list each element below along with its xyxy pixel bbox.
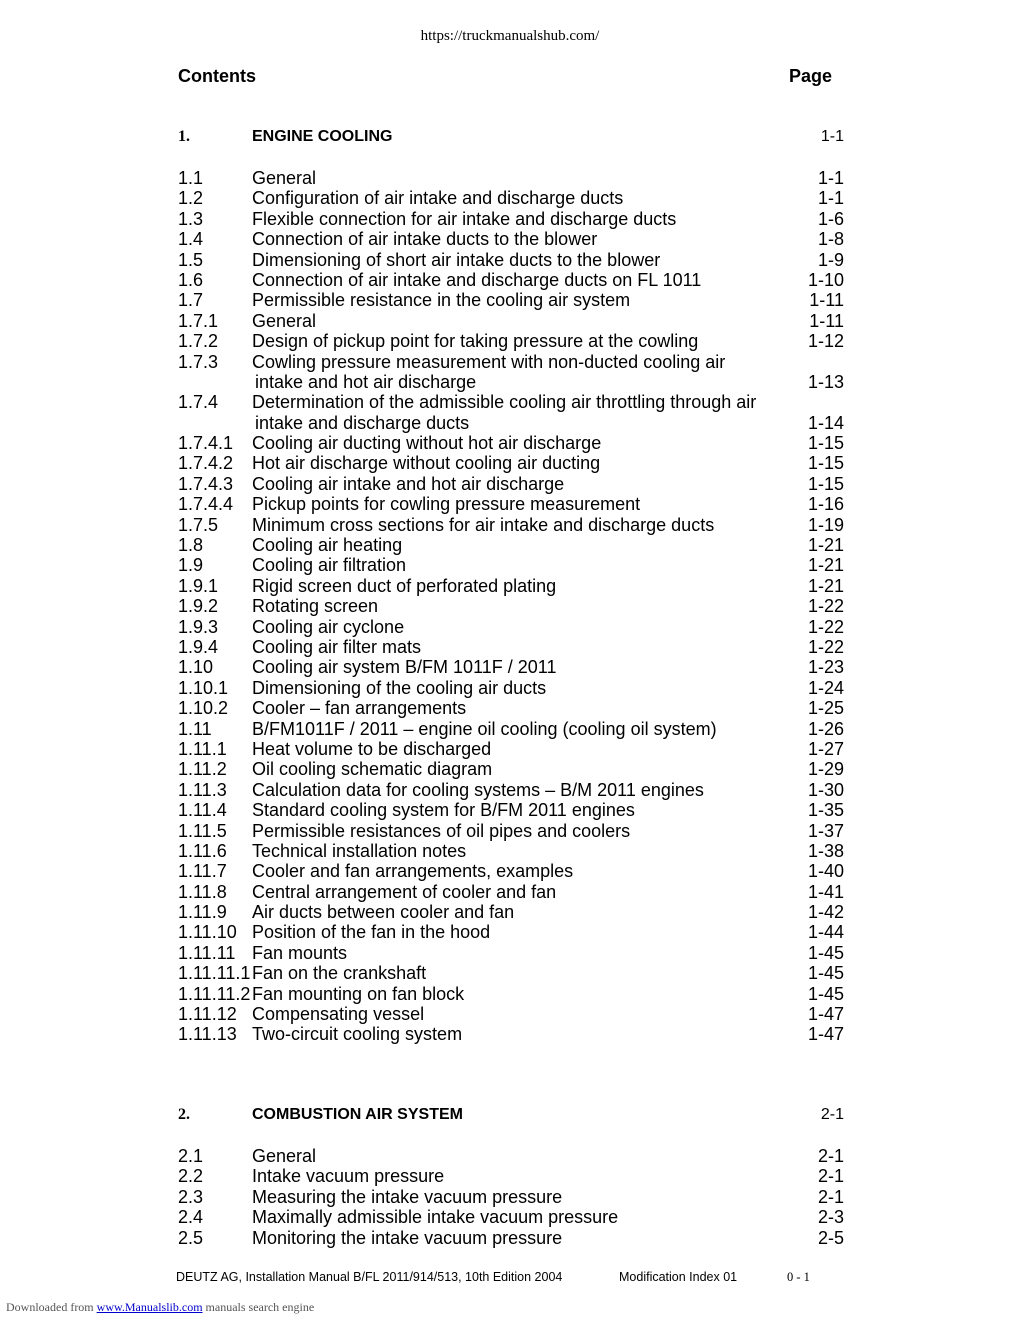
toc-entry-title: Cooling air system B/FM 1011F / 2011 [252,657,557,678]
toc-entry-title: Intake vacuum pressure [252,1166,445,1187]
toc-entry [178,596,844,616]
toc-entry-number: 1.7.2 [178,331,219,352]
section-heading-2 [178,1106,844,1128]
toc-entry-title: Heat volume to be discharged [252,738,492,759]
toc-entry-number: 1.10 [178,657,214,678]
toc-entry-page: 1-22 [807,596,844,617]
toc-entry-title: Monitoring the intake vacuum pressure [252,1227,563,1248]
toc-entry-title: Dimensioning of the cooling air ducts [252,677,547,698]
toc-entry-number: 1.11.2 [178,759,227,780]
toc-entry-page: 2-1 [817,1186,844,1207]
toc-entry [178,290,844,310]
toc-entry [178,657,844,677]
toc-list-section-2 [178,1146,844,1248]
toc-entry-page: 1-21 [807,535,844,556]
toc-entry [178,576,844,596]
toc-entry-number: 1.11.3 [178,779,227,800]
download-prefix: Downloaded from [6,1300,94,1314]
toc-entry-title: Technical installation notes [252,840,467,861]
toc-entry [178,331,844,351]
toc-entry-title: Compensating vessel [252,1004,425,1025]
toc-entry-number: 1.1 [178,168,204,188]
toc-entry-title: Cooling air cyclone [252,616,405,637]
toc-entry-title: Hot air discharge without cooling air ducting [252,453,601,474]
page-column-title: Page [789,66,833,86]
toc-entry-page: 1-45 [807,942,844,963]
toc-entry-page: 1-45 [807,963,844,984]
toc-entry-number: 1.4 [178,229,204,250]
toc-entry [178,168,844,188]
toc-entry-title: Maximally admissible intake vacuum pressure [252,1207,619,1228]
toc-entry-number: 1.6 [178,269,204,290]
toc-entry-number: 2.2 [178,1166,204,1187]
toc-entry-number: 1.7.4.2 [178,453,234,474]
toc-entry-page: 1-45 [807,983,844,1004]
toc-entry [178,1187,844,1207]
header-url: https://truckmanualshub.com/ [420,28,600,44]
section-page: 2-1 [820,1106,844,1123]
section-page: 1-1 [820,128,844,145]
toc-entry [178,698,844,718]
toc-entry-number: 1.10.1 [178,677,229,698]
toc-entry-number: 1.7.5 [178,514,219,535]
toc-entry-page: 1-15 [807,453,844,474]
toc-entry-page: 1-44 [807,922,844,943]
toc-entry-number: 1.10.2 [178,698,229,719]
toc-entry-page: 2-1 [817,1146,844,1166]
toc-entry-page: 1-9 [817,249,844,270]
toc-entry-title: General [252,310,317,331]
toc-entry-number: 1.11.9 [178,902,227,923]
toc-entry-page: 1-8 [817,229,844,250]
toc-entry-title-continued: intake and hot air discharge [255,371,477,392]
toc-entry-number: 1.7.4.4 [178,494,234,515]
toc-entry-title: Cooling air filtration [252,555,407,576]
toc-entry-number: 1.11 [178,718,212,739]
toc-entry-number: 1.11.7 [178,861,227,882]
toc-entry-title: Two-circuit cooling system [252,1024,463,1045]
toc-entry-number: 1.9 [178,555,204,576]
toc-entry [178,433,844,453]
toc-entry [178,861,844,881]
toc-entry-page: 2-1 [817,1166,844,1187]
toc-entry-number: 1.11.13 [178,1024,237,1045]
toc-entry-title: Fan mounts [252,942,348,963]
toc-entry [178,311,844,331]
toc-entry [178,229,844,249]
toc-entry [178,780,844,800]
toc-entry [178,943,844,963]
page-footer [176,1270,856,1286]
toc-entry-title: Minimum cross sections for air intake and discharge ducts [252,514,715,535]
toc-entry [178,963,844,983]
toc-entry-number: 1.7.3 [178,351,219,372]
toc-entry-title: Determination of the admissible cooling air throttling through air [252,392,757,413]
toc-entry-number: 1.3 [178,208,204,229]
toc-entry [178,555,844,575]
toc-entry [178,841,844,861]
toc-entry-title: Connection of air intake ducts to the blower [252,229,598,250]
toc-entry-title: Dimensioning of short air intake ducts to the blower [252,249,661,270]
toc-entry-title: Cooling air heating [252,535,403,556]
toc-entry-number: 2.1 [178,1146,204,1166]
toc-entry-number: 1.9.3 [178,616,219,637]
toc-entry [178,739,844,759]
toc-entry-number: 1.11.11 [178,942,236,963]
toc-entry-title: Cooling air filter mats [252,636,422,657]
footer-document-info: DEUTZ AG, Installation Manual B/FL 2011/914/513, 10th Edition 2004 [176,1270,563,1284]
contents-title: Contents [178,66,256,86]
toc-entry [178,250,844,270]
toc-entry-page: 1-40 [807,861,844,882]
toc-entry-title: Calculation data for cooling systems – B/M 2011 engines [252,779,704,800]
toc-entry [178,1004,844,1024]
toc-list-section-1 [178,168,844,1045]
toc-entry-page: 1-35 [807,800,844,821]
toc-entry-page: 1-24 [807,677,844,698]
toc-entry [178,474,844,494]
toc-entry-page: 1-16 [807,494,844,515]
toc-entry [178,372,844,392]
toc-entry [178,678,844,698]
toc-entry [178,270,844,290]
toc-entry-page: 1-15 [807,473,844,494]
section-number: 1. [178,128,190,145]
toc-entry-page: 1-10 [807,269,844,290]
toc-entry [178,984,844,1004]
toc-entry-title-continued: intake and discharge ducts [255,412,470,433]
toc-entry-number: 2.4 [178,1207,204,1228]
toc-entry-page: 1-15 [807,433,844,454]
toc-entry [178,188,844,208]
toc-entry-page: 2-3 [817,1207,844,1228]
toc-entry-page: 1-30 [807,779,844,800]
toc-entry-page: 1-29 [807,759,844,780]
toc-entry-title: Central arrangement of cooler and fan [252,881,557,902]
toc-entry-title: Pickup points for cowling pressure measurement [252,494,641,515]
toc-entry-page: 1-41 [807,881,844,902]
toc-entry-page: 1-21 [807,575,844,596]
section-heading-1 [178,128,844,150]
toc-entry [178,902,844,922]
toc-entry-page: 1-19 [807,514,844,535]
section-number: 2. [178,1106,190,1123]
toc-entry [178,882,844,902]
toc-entry-title: Oil cooling schematic diagram [252,759,493,780]
toc-entry [178,515,844,535]
toc-entry [178,719,844,739]
toc-entry-number: 1.11.6 [178,840,227,861]
toc-entry-page: 1-6 [817,208,844,229]
toc-entry-title: Position of the fan in the hood [252,922,491,943]
toc-entry-title: Cooler – fan arrangements [252,698,467,719]
toc-entry-number: 1.11.5 [178,820,227,841]
toc-entry-number: 2.3 [178,1186,204,1207]
toc-entry-number: 1.11.8 [178,881,227,902]
toc-entry-title: Permissible resistance in the cooling air system [252,290,631,311]
toc-entry [178,494,844,514]
toc-entry-title: Configuration of air intake and discharge ducts [252,188,624,209]
toc-entry [178,392,844,412]
manualslib-link[interactable]: www.Manualslib.com [96,1300,203,1314]
toc-entry-title: General [252,168,317,188]
toc-entry-number: 1.8 [178,535,204,556]
toc-entry-title: Cooling air intake and hot air discharge [252,473,565,494]
toc-entry [178,759,844,779]
toc-entry-page: 1-42 [807,902,844,923]
toc-entry [178,1207,844,1227]
toc-entry-number: 1.11.11.2 [178,983,251,1004]
toc-entry-title: General [252,1146,317,1166]
toc-entry-page: 2-5 [817,1227,844,1248]
toc-entry [178,535,844,555]
footer-page-number: 0 - 1 [787,1270,810,1284]
toc-entry [178,617,844,637]
toc-entry-title: Design of pickup point for taking pressure at the cowling [252,331,699,352]
toc-entry-title: B/FM1011F / 2011 – engine oil cooling (cooling oil system) [252,718,717,739]
toc-entry-number: 1.9.2 [178,596,219,617]
toc-entry-title: Air ducts between cooler and fan [252,902,515,923]
toc-entry-number: 1.9.1 [178,575,219,596]
toc-entry-title: Cowling pressure measurement with non-ducted cooling air [252,351,726,372]
toc-entry [178,352,844,372]
section-title: ENGINE COOLING [252,128,393,145]
toc-entry-title: Fan on the crankshaft [252,963,427,984]
toc-entry-page: 1-14 [807,412,844,433]
toc-entry [178,1024,844,1044]
toc-entry-page: 1-47 [807,1004,844,1025]
toc-entry-page: 1-23 [807,657,844,678]
toc-entry-title: Connection of air intake and discharge ducts on FL 1011 [252,269,702,290]
toc-entry-title: Rigid screen duct of perforated plating [252,575,557,596]
toc-entry-page: 1-38 [807,840,844,861]
toc-entry-page: 1-11 [809,290,844,311]
toc-entry-number: 1.11.12 [178,1004,237,1025]
toc-entry-title: Cooling air ducting without hot air discharge [252,433,602,454]
toc-entry [178,800,844,820]
toc-entry-number: 1.2 [178,188,204,209]
toc-entry-number: 1.7 [178,290,204,311]
toc-entry-title: Standard cooling system for B/FM 2011 engines [252,800,635,821]
toc-entry-page: 1-1 [817,168,844,188]
toc-entry-page: 1-37 [807,820,844,841]
toc-entry-number: 1.11.10 [178,922,237,943]
toc-entry-number: 1.7.4.3 [178,473,234,494]
toc-entry-number: 1.7.4.1 [178,433,234,454]
toc-entry-page: 1-11 [809,310,844,331]
toc-entry [178,1146,844,1166]
toc-entry [178,1228,844,1248]
toc-entry-page: 1-12 [807,331,844,352]
toc-entry-title: Rotating screen [252,596,379,617]
footer-modification-index: Modification Index 01 [619,1270,738,1284]
toc-entry-number: 1.9.4 [178,636,219,657]
toc-entry [178,821,844,841]
toc-entry [178,453,844,473]
toc-entry-page: 1-25 [807,698,844,719]
toc-entry-page: 1-22 [807,616,844,637]
toc-entry-page: 1-27 [807,738,844,759]
download-suffix: manuals search engine [205,1300,315,1314]
toc-entry-number: 2.5 [178,1227,204,1248]
toc-entry-title: Measuring the intake vacuum pressure [252,1186,563,1207]
section-title: COMBUSTION AIR SYSTEM [252,1106,463,1123]
toc-entry-title: Permissible resistances of oil pipes and coolers [252,820,631,841]
toc-entry-page: 1-47 [807,1024,844,1045]
toc-entry-number: 1.11.1 [178,738,227,759]
toc-entry-number: 1.11.4 [178,800,227,821]
toc-entry [178,209,844,229]
toc-entry-page: 1-22 [807,636,844,657]
toc-entry-title: Fan mounting on fan block [252,983,465,1004]
toc-entry [178,1166,844,1186]
toc-entry [178,637,844,657]
toc-entry-page: 1-13 [807,371,844,392]
toc-entry [178,413,844,433]
toc-entry-title: Cooler and fan arrangements, examples [252,861,574,882]
toc-entry-page: 1-26 [807,718,844,739]
toc-entry [178,922,844,942]
toc-entry-title: Flexible connection for air intake and discharge ducts [252,208,677,229]
toc-entry-page: 1-1 [817,188,844,209]
toc-entry-number: 1.5 [178,249,204,270]
toc-entry-number: 1.11.11.1 [178,963,251,984]
download-notice [6,1300,314,1315]
toc-entry-number: 1.7.1 [178,310,219,331]
toc-entry-page: 1-21 [807,555,844,576]
toc-entry-number: 1.7.4 [178,392,219,413]
